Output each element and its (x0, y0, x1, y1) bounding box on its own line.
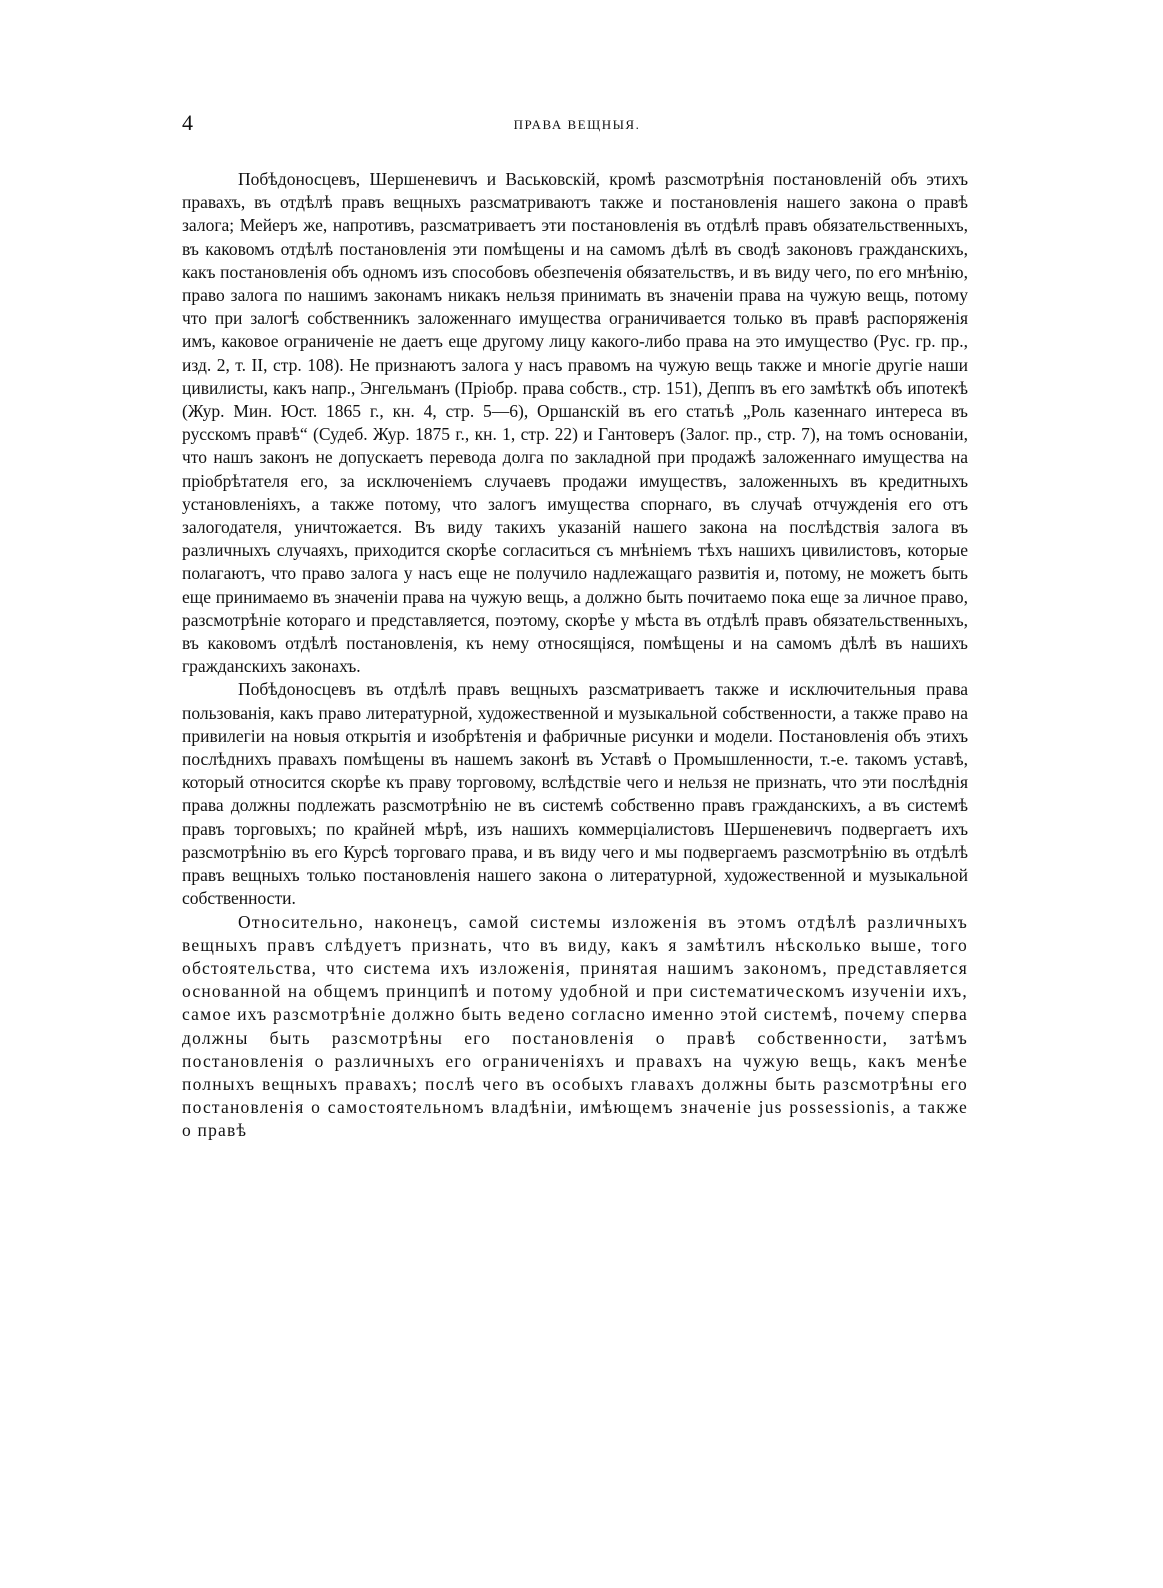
paragraph-pledge: Побѣдоносцевъ, Шершеневичъ и Васьковскій, кромѣ разсмотрѣнія постановленій объ этихъ правахъ, въ отдѣлѣ правъ вещныхъ разсматриваютъ также и постановленія нашего закона о правѣ залога; Мейеръ же, напротивъ, разсматриваетъ эти постановленія въ отдѣлѣ правъ обязательственныхъ, въ каковомъ отдѣлѣ постановленія эти помѣщены и на самомъ дѣлѣ въ сводѣ законовъ гражданскихъ, какъ постановленія объ одномъ изъ способовъ обезпеченія обязательствъ, и въ виду чего, по его мнѣнію, право залога по нашимъ законамъ никакъ нельзя принимать въ значеніи права на чужую вещь, потому что при залогѣ собственникъ заложеннаго имущества ограничивается только въ правѣ распоряженія имъ, каковое ограниченіе не даетъ еще другому лицу какого-либо права на это имущество (Рус. гр. пр., изд. 2, т. II, стр. 108). Не признаютъ залога у насъ правомъ на чужую вещь также и многіе другіе наши цивилисты, какъ напр., Энгельманъ (Пріобр. права собств., стр. 151), Деппъ въ его замѣткѣ объ ипотекѣ (Жур. Мин. Юст. 1865 г., кн. 4, стр. 5—6), Оршанскій въ его статьѣ „Роль казеннаго интереса въ русскомъ правѣ“ (Судеб. Жур. 1875 г., кн. 1, стр. 22) и Гантоверъ (Залог. пр., стр. 7), на томъ основаніи, что нашъ законъ не допускаетъ перевода долга по закладной при продажѣ заложеннаго имущества на пріобрѣтателя его, за исключеніемъ случаевъ продажи имуществъ, заложенныхъ въ кредитныхъ установленіяхъ, а также потому, что залогъ имущества спорнаго, въ случаѣ отчужденія его отъ залогодателя, уничтожается. Въ виду такихъ указаній нашего закона на послѣдствія залога въ различныхъ случаяхъ, приходится скорѣе согласиться съ мнѣніемъ тѣхъ нашихъ цивилистовъ, которые полагаютъ, что право залога у насъ еще не получило надлежащаго развитія и, потому, не можетъ быть еще принимаемо въ значеніи права на чужую вещь, а должно быть почитаемо пока еще за личное право, разсмотрѣніе котораго и представляется, поэтому, скорѣе у мѣста въ отдѣлѣ правъ обязательственныхъ, въ каковомъ отдѣлѣ постановленія, къ нему относящіяся, помѣщены и на самомъ дѣлѣ въ нашихъ гражданскихъ законахъ. (182, 169, 968, 677)
page-number: 4 (182, 110, 193, 135)
page-header (182, 110, 972, 140)
paragraph-exclusive-rights: Побѣдоносцевъ въ отдѣлѣ правъ вещныхъ разсматриваетъ также и исключительныя права пользованія, какъ право литературной, художественной и музыкальной собственности, а также право на привилегіи на новыя открытія и изобрѣтенія и фабричные рисунки и модели. Постановленія объ этихъ послѣднихъ правахъ помѣщены въ нашемъ законѣ въ Уставѣ о Промышленности, т.-е. такомъ уставѣ, который относится скорѣе къ праву торговому, вслѣдствіе чего и нельзя не признать, что эти послѣднія права должны подлежать разсмотрѣнію не въ системѣ собственно правъ гражданскихъ, а въ системѣ правъ торговыхъ; по крайней мѣрѣ, изъ нашихъ коммерціалистовъ Шершеневичъ подвергаетъ ихъ разсмотрѣнію въ его Курсѣ торговаго права, и въ виду чего и мы подвергаемъ разсмотрѣнію въ отдѣлѣ правъ вещныхъ только постановленія нашего закона о литературной, художественной и музыкальной собственности. (182, 679, 968, 909)
paragraph-system-of-exposition: Относительно, наконецъ, самой системы изложенія въ этомъ отдѣлѣ различныхъ вещныхъ правъ слѣдуетъ признать, что въ виду, какъ я замѣтилъ нѣсколько выше, того обстоятельства, что система ихъ изложенія, принятая нашимъ закономъ, представляется основанной на общемъ принципѣ и потому удобной и при систематическомъ изученіи ихъ, самое ихъ разсмотрѣніе должно быть ведено согласно именно этой системѣ, почему сперва должны быть разсмотрѣны его постановленія о правѣ собственности, затѣмъ постановленія о различныхъ его ограниченіяхъ и правахъ на чужую вещь, какъ менѣе полныхъ вещныхъ правахъ; послѣ чего въ особыхъ главахъ должны быть разсмотрѣны его постановленія о самостоятельномъ владѣніи, имѣющемъ значеніе jus possessionis, а также о правѣ (182, 911, 968, 1141)
body-text (182, 168, 968, 1143)
running-title: ПРАВА ВЕЩНЫЯ. (513, 117, 641, 132)
